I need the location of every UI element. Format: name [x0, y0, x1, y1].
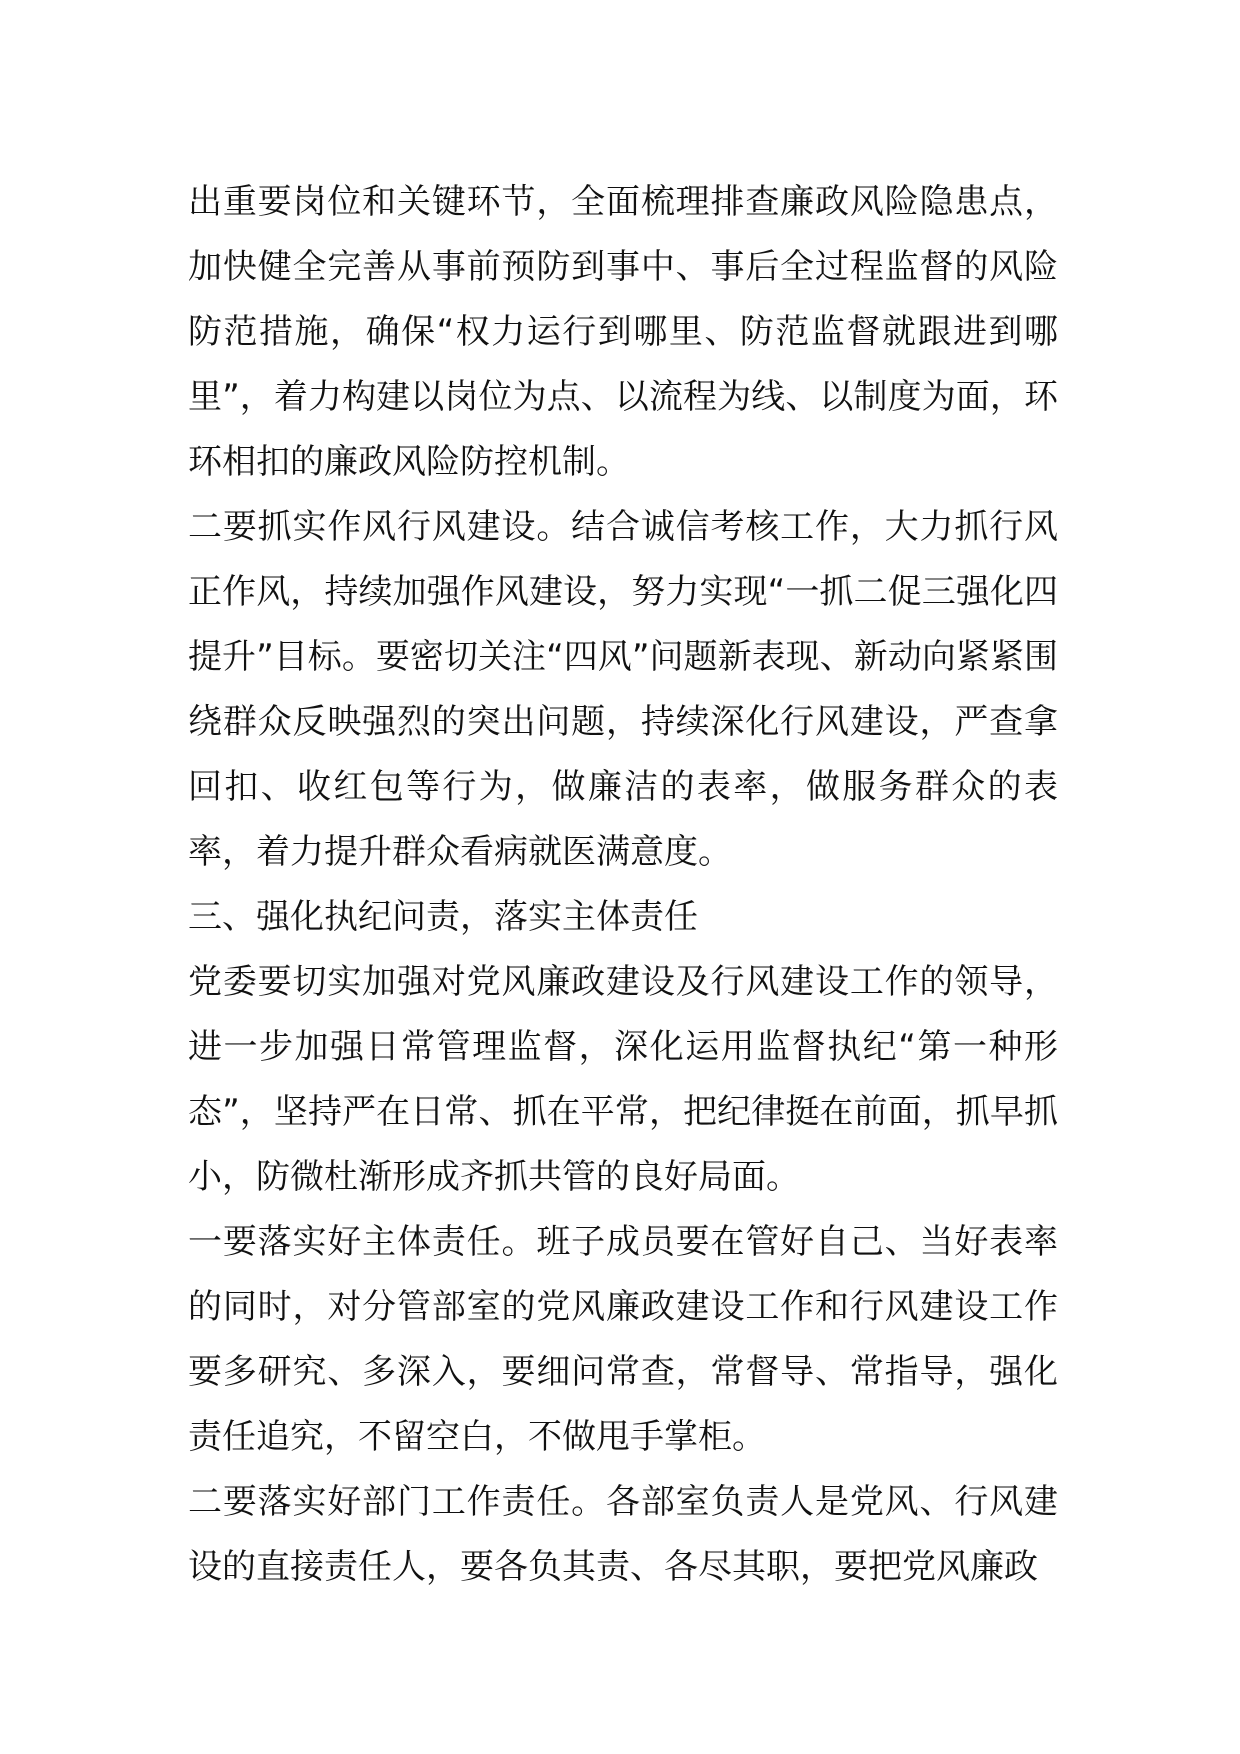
paragraph-party-committee: 党委要切实加强对党风廉政建设及行风建设工作的领导，进一步加强日常管理监督，深化运用监督执纪“第一种形态”，坚持严在日常、抓在平常，把纪律挺在前面，抓早抓小，防微杜渐形成齐抓共管的良好局面。	[188, 962, 1058, 1197]
paragraph-department-responsibility: 二要落实好部门工作责任。各部室负责人是党风、行风建设的直接责任人，要各负其责、各尽其职，要把党风廉政	[188, 1482, 1058, 1587]
paragraph-risk-control: 出重要岗位和关键环节，全面梳理排查廉政风险隐患点，加快健全完善从事前预防到事中、事后全过程监督的风险防范措施，确保“权力运行到哪里、防范监督就跟进到哪里”，着力构建以岗位为点、以流程为线、以制度为面，环环相扣的廉政风险防控机制。	[188, 182, 1058, 482]
section-heading-accountability: 三、强化执纪问责，落实主体责任	[188, 897, 698, 937]
paragraph-main-responsibility: 一要落实好主体责任。班子成员要在管好自己、当好表率的同时，对分管部室的党风廉政建设工作和行风建设工作要多研究、多深入，要细问常查，常督导、常指导，强化责任追究，不留空白，不做甩手掌柜。	[188, 1222, 1058, 1457]
document-page	[188, 170, 1058, 1600]
paragraph-work-style: 二要抓实作风行风建设。结合诚信考核工作，大力抓行风正作风，持续加强作风建设，努力实现“一抓二促三强化四提升”目标。要密切关注“四风”问题新表现、新动向紧紧围绕群众反映强烈的突出问题，持续深化行风建设，严查拿回扣、收红包等行为，做廉洁的表率，做服务群众的表率，着力提升群众看病就医满意度。	[188, 507, 1058, 872]
